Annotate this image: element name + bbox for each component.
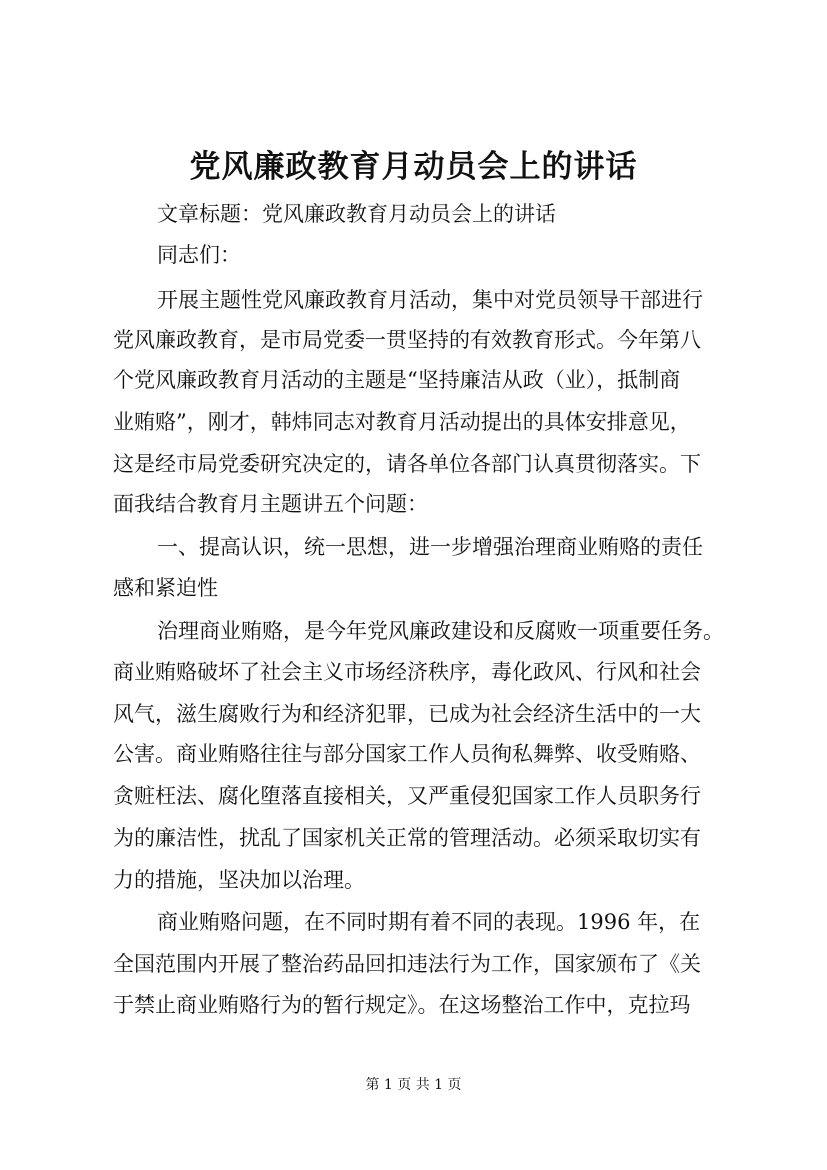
paragraph-line: 面我结合教育月主题讲五个问题： — [113, 492, 428, 516]
paragraph-line: 全国范围内开展了整治药品回扣违法行为工作，国家颁布了《关 — [113, 952, 701, 976]
paragraph-line: 开展主题性党风廉政教育月活动，集中对党员领导干部进行 — [157, 288, 703, 312]
paragraph-line: 党风廉政教育，是市局党委一贯坚持的有效教育形式。今年第八 — [113, 328, 701, 352]
paragraph-line: 治理商业贿赂，是今年党风廉政建设和反腐败一项重要任务。 — [157, 619, 724, 643]
section-heading-line: 感和紧迫性 — [113, 576, 218, 600]
paragraph-line: 公害。商业贿赂往往与部分国家工作人员徇私舞弊、收受贿赂、 — [113, 742, 701, 766]
paragraph-line: 这是经市局党委研究决定的，请各单位各部门认真贯彻落实。下 — [113, 452, 701, 476]
paragraph-line: 力的措施，坚决加以治理。 — [113, 868, 365, 892]
document-title: 党风廉政教育月动员会上的讲话 — [189, 149, 638, 185]
article-title-line: 文章标题：党风廉政教育月动员会上的讲话 — [157, 202, 556, 226]
paragraph-line: 商业贿赂破坏了社会主义市场经济秩序，毒化政风、行风和社会 — [113, 660, 701, 684]
paragraph-line: 风气，滋生腐败行为和经济犯罪，已成为社会经济生活中的一大 — [113, 702, 701, 726]
paragraph-line: 个党风廉政教育月活动的主题是“坚持廉洁从政（业），抵制商 — [113, 368, 681, 392]
paragraph-line: 于禁止商业贿赂行为的暂行规定》。在这场整治工作中，克拉玛 — [113, 993, 691, 1017]
paragraph-line: 贪赃枉法、腐化堕落直接相关，又严重侵犯国家工作人员职务行 — [113, 784, 701, 808]
section-heading-line: 一、提高认识，统一思想，进一步增强治理商业贿赂的责任 — [157, 535, 703, 559]
paragraph-line: 业贿赂”，刚才，韩炜同志对教育月活动提出的具体安排意见， — [113, 410, 691, 434]
paragraph-line: 商业贿赂问题，在不同时期有着不同的表现。1996 年，在 — [157, 910, 701, 934]
salutation: 同志们： — [157, 243, 241, 267]
page-footer: 第 1 页 共 1 页 — [365, 1077, 462, 1093]
paragraph-line: 为的廉洁性，扰乱了国家机关正常的管理活动。必须采取切实有 — [113, 826, 701, 850]
